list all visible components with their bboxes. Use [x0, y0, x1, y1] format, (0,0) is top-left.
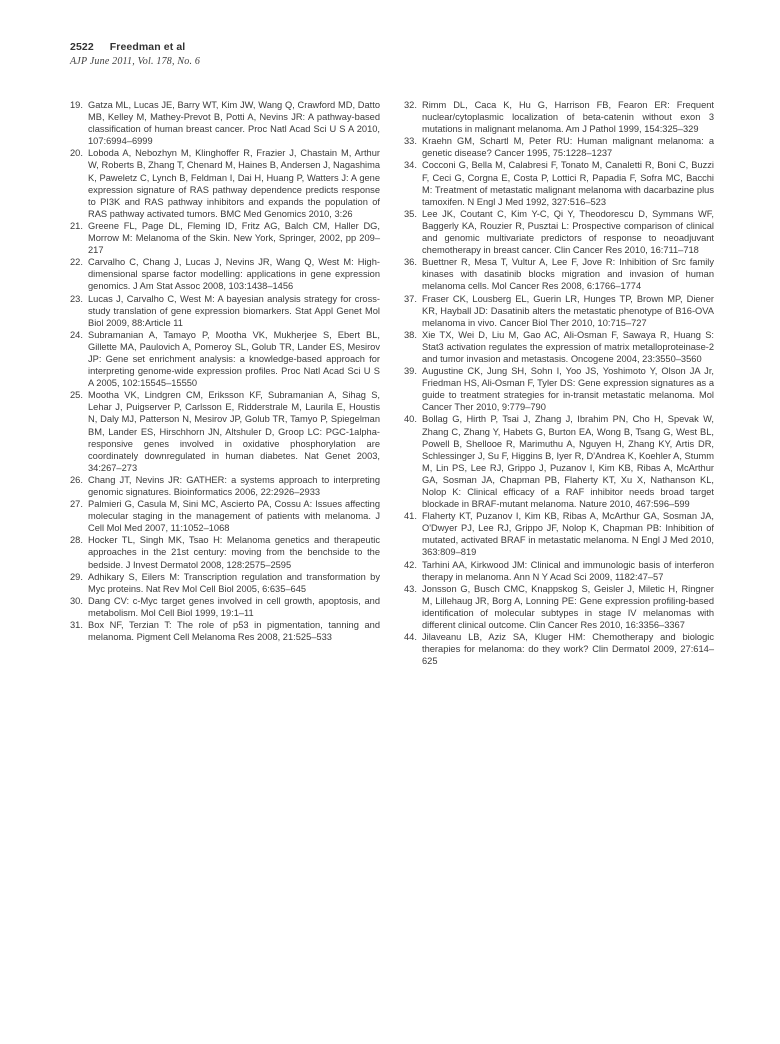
- reference-text: Buettner R, Mesa T, Vultur A, Lee F, Jove R: Inhibition of Src family kinases with dasatinib blocks migration and invasion of human melanoma cells. Mol Cancer Res 2008, 6:1766–1774: [422, 257, 714, 292]
- reference-item: [404, 510, 714, 558]
- reference-item: [70, 619, 380, 643]
- reference-number: 28.: [70, 535, 83, 546]
- reference-number: 20.: [70, 148, 83, 159]
- reference-number: 26.: [70, 474, 83, 485]
- reference-text: Mootha VK, Lindgren CM, Eriksson KF, Subramanian A, Sihag S, Lehar J, Puigserver P, Carlsson E, Ridderstrale M, Laurila E, Houstis N, Daly MJ, Patterson N, Mesirov JP, Golub TR, Tamyo P, Spiegelman BM, Lander ES, Hirschhorn JN, Altshuler D, Groop LC: PGC-1alpha-responsive genes involved in oxidative phosphorylation are coordinately downregulated in human diabetes. Nat Genet 2003, 34:267–273: [88, 390, 380, 473]
- journal-citation: AJP June 2011, Vol. 178, No. 6: [70, 56, 201, 67]
- reference-number: 27.: [70, 499, 83, 510]
- reference-item: [70, 147, 380, 220]
- reference-item: [404, 135, 714, 159]
- reference-text: Hocker TL, Singh MK, Tsao H: Melanoma genetics and therapeutic approaches in the 21st century: moving from the benchside to the bedside. J Invest Dermatol 2008, 128:2575–2595: [88, 535, 380, 570]
- reference-item: [404, 559, 714, 583]
- reference-text: Carvalho C, Chang J, Lucas J, Nevins JR, Wang Q, West M: High-dimensional sparse factor modelling: applications in gene expression genomics. J Am Stat Assoc 2008, 103:1438–1456: [88, 257, 380, 292]
- reference-item: [70, 595, 380, 619]
- reference-number: 31.: [70, 620, 83, 631]
- running-head: [70, 41, 200, 53]
- reference-item: [404, 329, 714, 365]
- reference-number: 21.: [70, 220, 83, 231]
- reference-text: Adhikary S, Eilers M: Transcription regulation and transformation by Myc proteins. Nat Rev Mol Cell Biol 2005, 6:635–645: [88, 571, 380, 594]
- reference-text: Box NF, Terzian T: The role of p53 in pigmentation, tanning and melanoma. Pigment Cell Melanoma Res 2008, 21:525–533: [88, 620, 380, 643]
- reference-text: Cocconi G, Bella M, Calabresi F, Tonato M, Canaletti R, Boni C, Buzzi F, Ceci G, Corgna E, Costa P, Lottici R, Papadia F, Sofra MC, Bacchi M: Treatment of metastatic malignant melanoma with dacarbazine plus tamoxifen. N Engl J Med 1992, 327:516–523: [422, 160, 714, 207]
- reference-text: Chang JT, Nevins JR: GATHER: a systems approach to interpreting genomic signatures. Bioinformatics 2006, 22:2926–2933: [88, 474, 380, 497]
- reference-number: 33.: [404, 136, 417, 147]
- reference-number: 39.: [404, 366, 417, 377]
- reference-item: [70, 256, 380, 292]
- reference-number: 30.: [70, 595, 83, 606]
- reference-number: 36.: [404, 257, 417, 268]
- running-authors: Freedman et al: [109, 41, 186, 53]
- page-number: 2522: [70, 41, 94, 53]
- reference-number: 42.: [404, 559, 417, 570]
- reference-text: Flaherty KT, Puzanov I, Kim KB, Ribas A, McArthur GA, Sosman JA, O'Dwyer PJ, Lee RJ, Grippo JF, Nolop K, Chapman PB: Inhibition of mutated, activated BRAF in metastatic melanoma. N Engl J Med 2010, 363:809–819: [422, 511, 714, 558]
- reference-item: [70, 498, 380, 534]
- reference-item: [404, 293, 714, 329]
- reference-item: [70, 389, 380, 474]
- reference-text: Gatza ML, Lucas JE, Barry WT, Kim JW, Wang Q, Crawford MD, Datto MB, Kelley M, Mathey-Prevot B, Potti A, Nevins JR: A pathway-based classification of human breast cancer. Proc Natl Acad Sci U S A 2010, 107:6994–6999: [88, 100, 380, 147]
- reference-item: [70, 474, 380, 498]
- reference-text: Lucas J, Carvalho C, West M: A bayesian analysis strategy for cross-study translation of gene expression biomarkers. Stat Appl Genet Mol Biol 2009, 88:Article 11: [88, 293, 380, 328]
- reference-item: [404, 208, 714, 256]
- reference-text: Bollag G, Hirth P, Tsai J, Zhang J, Ibrahim PN, Cho H, Spevak W, Zhang C, Zhang Y, Habets G, Burton EA, Wong B, Tsang G, West BL, Powell B, Shellooe R, Marimuthu A, Nguyen H, Zhang KY, Artis DR, Schlessinger J, Su F, Higgins B, Iyer R, D'Andrea K, Koehler A, Stumm M, Lin PS, Lee RJ, Grippo J, Puzanov I, Kim KB, Ribas A, McArthur GA, Sosman JA, Chapman PB, Flaherty KT, Xu X, Nathanson KL, Nolop K: Clinical efficacy of a RAF inhibitor needs broad target blockade in BRAF-mutant melanoma. Nature 2010, 467:596–599: [422, 414, 714, 510]
- reference-text: Palmieri G, Casula M, Sini MC, Ascierto PA, Cossu A: Issues affecting molecular staging in the management of patients with melanoma. J Cell Mol Med 2007, 11:1052–1068: [88, 499, 380, 534]
- reference-item: [70, 329, 380, 389]
- reference-number: 37.: [404, 293, 417, 304]
- reference-item: [70, 220, 380, 256]
- reference-text: Augustine CK, Jung SH, Sohn I, Yoo JS, Yoshimoto Y, Olson JA Jr, Friedman HS, Ali-Osman F, Tyler DS: Gene expression signatures as a guide to treatment strategies for in-transit metastatic melanoma. Mol Cancer Ther 2010, 9:779–790: [422, 366, 714, 413]
- reference-item: [70, 293, 380, 329]
- reference-item: [404, 413, 714, 510]
- reference-item: [404, 99, 714, 135]
- reference-number: 22.: [70, 257, 83, 268]
- references-column-right: [404, 99, 714, 667]
- reference-number: 43.: [404, 583, 417, 594]
- reference-text: Dang CV: c-Myc target genes involved in cell growth, apoptosis, and metabolism. Mol Cell Biol 1999, 19:1–11: [88, 595, 380, 618]
- reference-item: [404, 365, 714, 413]
- reference-text: Greene FL, Page DL, Fleming ID, Fritz AG, Balch CM, Haller DG, Morrow M: Melanoma of the Skin. New York, Springer, 2002, pp 209–217: [88, 220, 380, 256]
- reference-text: Subramanian A, Tamayo P, Mootha VK, Mukherjee S, Ebert BL, Gillette MA, Paulovich A, Pomeroy SL, Golub TR, Lander ES, Mesirov JP: Gene set enrichment analysis: a knowledge-based approach for interpreting genome-wide expression profiles. Proc Natl Acad Sci U S A 2005, 102:15545–15550: [88, 329, 380, 389]
- references-column-left: [70, 99, 380, 667]
- reference-item: [404, 256, 714, 292]
- reference-text: Kraehn GM, Schartl M, Peter RU: Human malignant melanoma: a genetic disease? Cancer 1995, 75:1228–1237: [422, 136, 714, 159]
- reference-number: 44.: [404, 632, 417, 643]
- reference-number: 34.: [404, 160, 417, 171]
- reference-number: 32.: [404, 100, 417, 110]
- reference-text: Rimm DL, Caca K, Hu G, Harrison FB, Fearon ER: Frequent nuclear/cytoplasmic localization of beta-catenin without exon 3 mutations in malignant melanoma. Am J Pathol 1999, 154:325–329: [422, 100, 714, 135]
- reference-text: Tarhini AA, Kirkwood JM: Clinical and immunologic basis of interferon therapy in melanoma. Ann N Y Acad Sci 2009, 1182:47–57: [422, 559, 714, 582]
- reference-item: [70, 99, 380, 147]
- reference-text: Loboda A, Nebozhyn M, Klinghoffer R, Frazier J, Chastain M, Arthur W, Roberts B, Zhang T, Chenard M, Haines B, Andersen J, Nagashima K, Paweletz C, Lynch B, Feldman I, Dai H, Huang P, Watters J: A gene expression signature of RAS pathway dependence predicts response to PI3K and RAS pathway inhibitors and expands the population of RAS pathway activated tumors. BMC Med Genomics 2010, 3:26: [88, 148, 380, 219]
- reference-item: [404, 631, 714, 667]
- reference-number: 23.: [70, 293, 83, 304]
- reference-number: 38.: [404, 329, 417, 340]
- reference-item: [70, 571, 380, 595]
- reference-item: [404, 583, 714, 631]
- reference-text: Fraser CK, Lousberg EL, Guerin LR, Hunges TP, Brown MP, Diener KR, Hayball JD: Dasatinib alters the metastatic phenotype of B16-OVA melanoma in vivo. Cancer Biol Ther 2010, 10:715–727: [422, 293, 714, 328]
- reference-number: 40.: [404, 414, 417, 425]
- reference-number: 35.: [404, 208, 417, 219]
- reference-text: Jonsson G, Busch CMC, Knappskog S, Geisler J, Miletic H, Ringner M, Lillehaug JR, Borg A, Lonning PE: Gene expression profiling-based identification of molecular subtypes in stage IV melanomas with different clinical outcome. Clin Cancer Res 2010, 16:3356–3367: [422, 583, 714, 631]
- references-section: [70, 99, 714, 667]
- reference-number: 25.: [70, 390, 83, 401]
- reference-text: Xie TX, Wei D, Liu M, Gao AC, Ali-Osman F, Sawaya R, Huang S: Stat3 activation regulates the expression of matrix metalloproteinase-2 and tumor invasion and metastasis. Oncogene 2004, 23:3550–3560: [422, 329, 714, 364]
- reference-item: [70, 534, 380, 570]
- reference-number: 24.: [70, 329, 83, 340]
- reference-text: Lee JK, Coutant C, Kim Y-C, Qi Y, Theodorescu D, Symmans WF, Baggerly KA, Rouzier R, Pusztai L: Prospective comparison of clinical and genomic multivariate predictors of response to neoadjuvant chemotherapy in breast cancer. Clin Cancer Res 2010, 16:711–718: [422, 208, 714, 256]
- reference-number: 29.: [70, 571, 83, 582]
- reference-number: 41.: [404, 511, 417, 522]
- reference-text: Jilaveanu LB, Aziz SA, Kluger HM: Chemotherapy and biologic therapies for melanoma: do they work? Clin Dermatol 2009, 27:614–625: [422, 632, 714, 667]
- reference-item: [404, 159, 714, 207]
- page-header: [70, 41, 200, 67]
- reference-number: 19.: [70, 100, 83, 110]
